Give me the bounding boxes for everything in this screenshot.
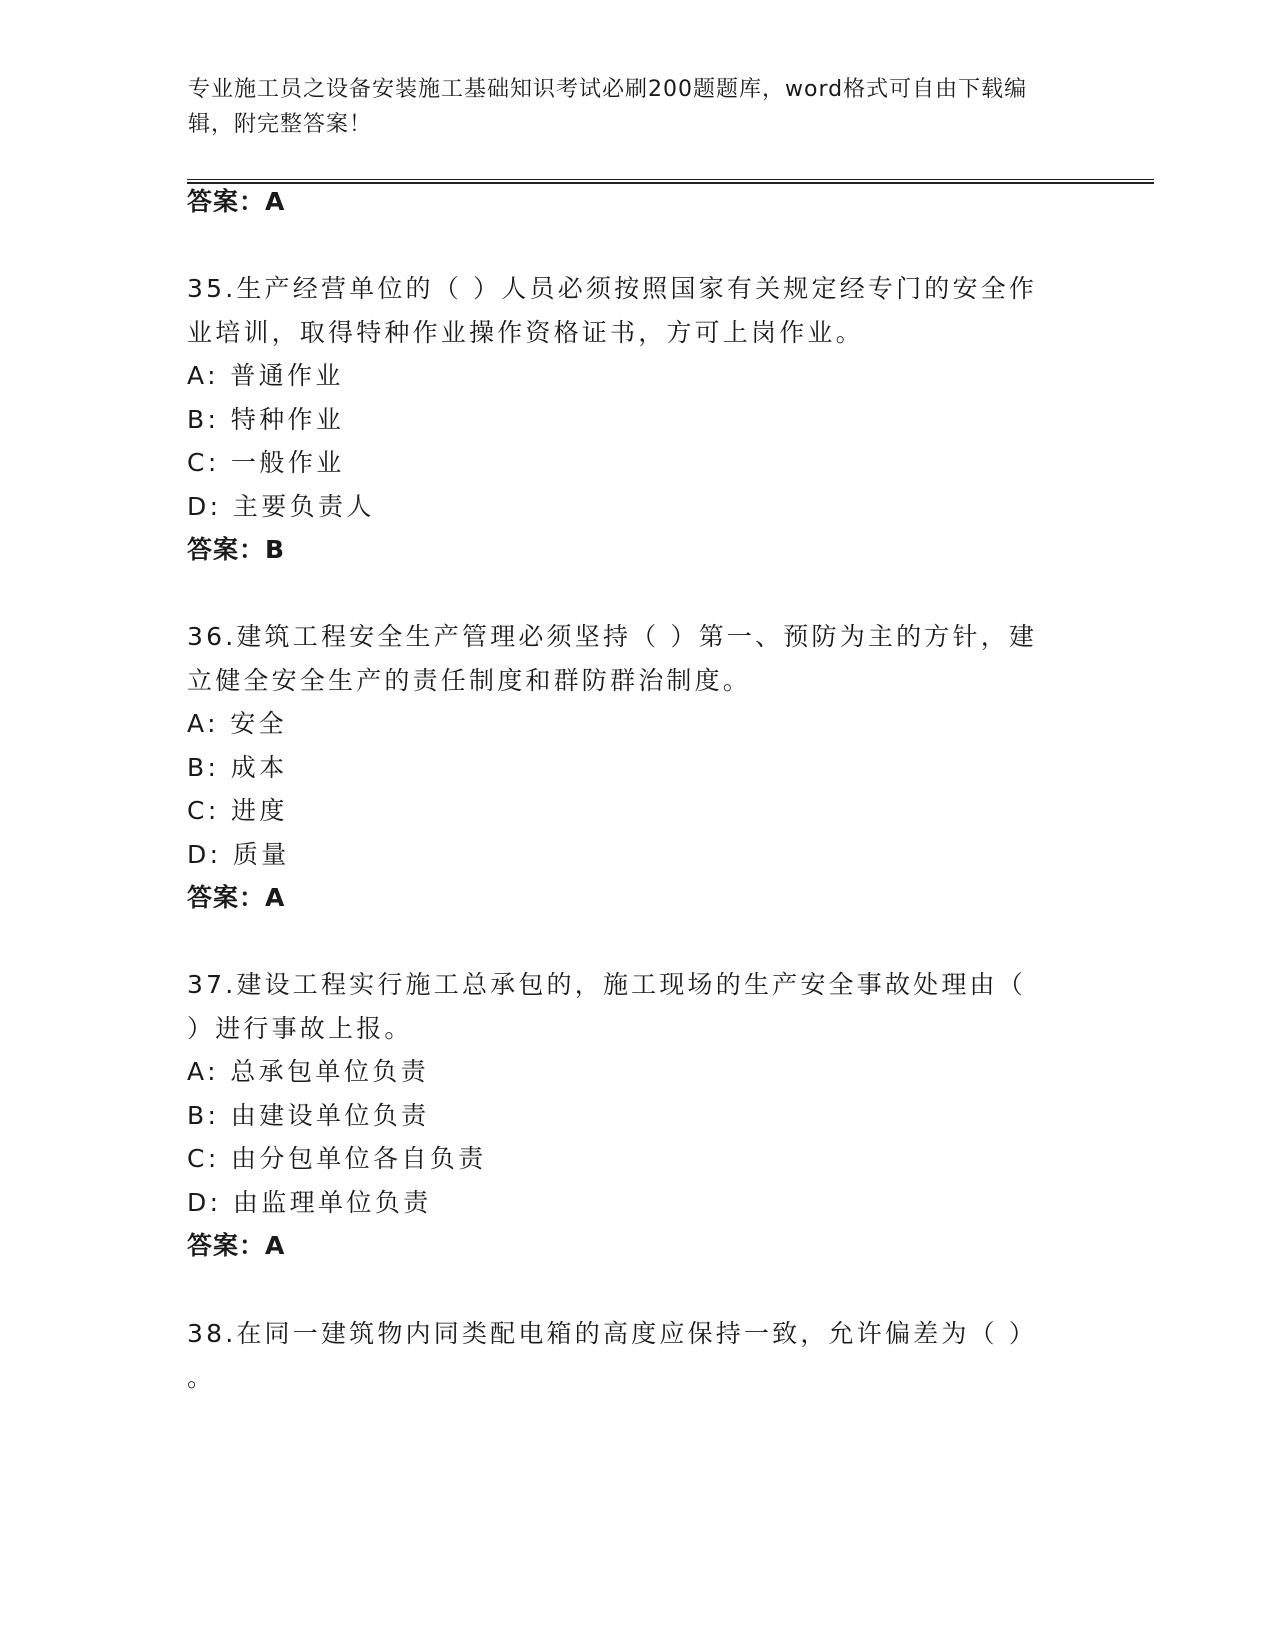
answer-34: 答案：A: [187, 187, 286, 216]
question-35-option-b: B: 特种作业: [187, 405, 345, 434]
question-37-option-c: C: 由分包单位各自负责: [187, 1144, 487, 1173]
question-35-stem-line-1: 35.生产经营单位的（ ）人员必须按照国家有关规定经专门的安全作: [187, 274, 1038, 303]
question-37-option-d: D: 由监理单位负责: [187, 1188, 432, 1217]
question-36-option-a: A: 安全: [187, 709, 288, 738]
question-38-stem-line-1: 38.在同一建筑物内同类配电箱的高度应保持一致，允许偏差为（ ）: [187, 1319, 1038, 1348]
question-35-stem-line-2: 业培训，取得特种作业操作资格证书，方可上岗作业。: [187, 318, 864, 347]
question-38-stem-line-2: 。: [187, 1363, 216, 1392]
question-35-option-a: A: 普通作业: [187, 361, 344, 390]
question-37-option-a: A: 总承包单位负责: [187, 1057, 430, 1086]
question-36-answer: 答案：A: [187, 883, 286, 912]
question-37-stem-line-1: 37.建设工程实行施工总承包的，施工现场的生产安全事故处理由（: [187, 970, 1026, 999]
page-header: 专业施工员之设备安装施工基础知识考试必刷200题题库，word格式可自由下载编辑，附完整答案！: [188, 77, 1028, 137]
question-35-option-d: D: 主要负责人: [187, 492, 375, 521]
header-divider: [187, 179, 1154, 184]
question-35-option-c: C: 一般作业: [187, 448, 345, 477]
question-36-option-b: B: 成本: [187, 753, 288, 782]
question-36-option-c: C: 进度: [187, 796, 288, 825]
question-36-stem-line-2: 立健全安全生产的责任制度和群防群治制度。: [187, 666, 752, 695]
question-36-option-d: D: 质量: [187, 840, 290, 869]
question-37-answer: 答案：A: [187, 1231, 286, 1260]
question-37-stem-line-2: ）进行事故上报。: [187, 1014, 413, 1043]
question-37-option-b: B: 由建设单位负责: [187, 1101, 430, 1130]
question-35-answer: 答案：B: [187, 535, 286, 564]
question-36-stem-line-1: 36.建筑工程安全生产管理必须坚持（ ）第一、预防为主的方针，建: [187, 622, 1038, 651]
